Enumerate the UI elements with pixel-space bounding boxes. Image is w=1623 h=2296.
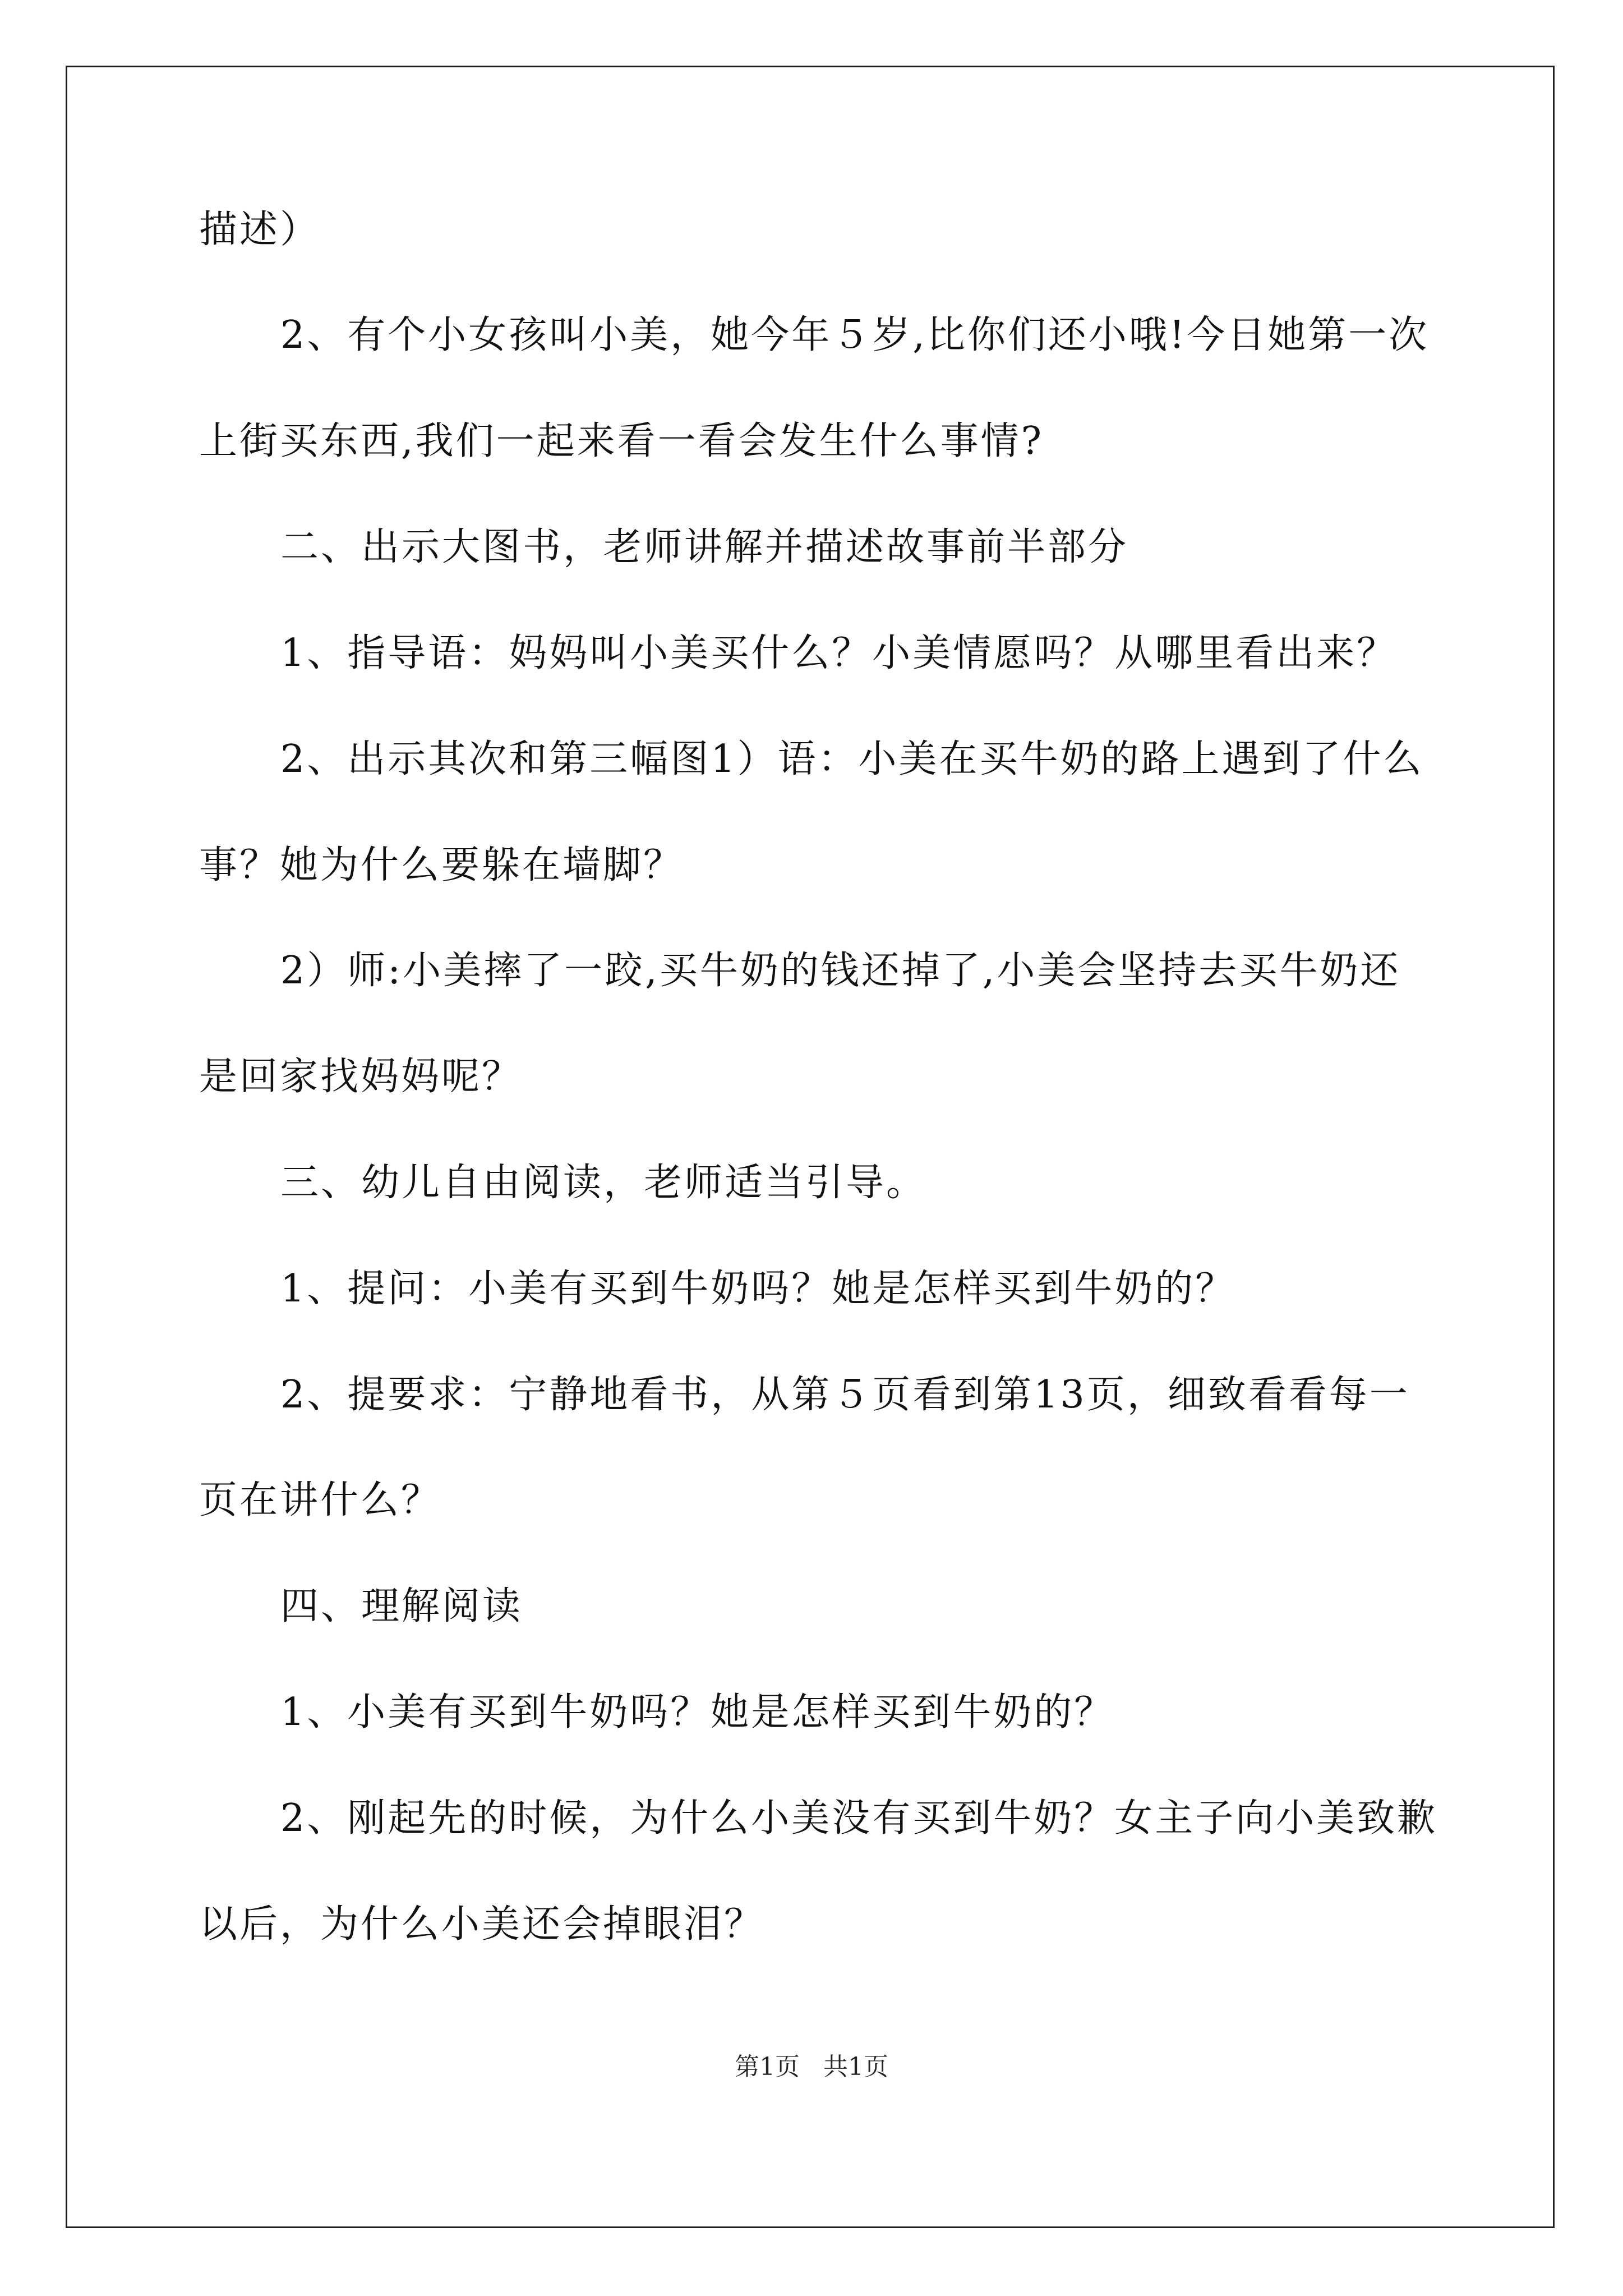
text-line: 页在讲什么？ <box>199 1478 442 1522</box>
text-line: 2）师:小美摔了一跤,买牛奶的钱还掉了,小美会坚持去买牛奶还 <box>280 949 1401 993</box>
section-heading: 四、理解阅读 <box>280 1584 523 1628</box>
text-line: 上街买东西,我们一起来看一看会发生什么事情? <box>199 419 1044 463</box>
text-line: 2、刚起先的时候，为什么小美没有买到牛奶？女主子向小美致歉 <box>280 1796 1438 1841</box>
text-line: 1、小美有买到牛奶吗？她是怎样买到牛奶的？ <box>280 1690 1115 1734</box>
text-line: 2、出示其次和第三幅图1）语：小美在买牛奶的路上遇到了什么 <box>280 737 1424 781</box>
section-heading: 二、出示大图书，老师讲解并描述故事前半部分 <box>280 525 1129 569</box>
text-line: 事？她为什么要躲在墙脚？ <box>199 843 684 887</box>
text-line: 2、有个小女孩叫小美，她今年５岁,比你们还小哦!今日她第一次 <box>280 313 1430 357</box>
text-line: 1、指导语：妈妈叫小美买什么？小美情愿吗？从哪里看出来？ <box>280 631 1398 675</box>
text-line: 以后，为什么小美还会掉眼泪？ <box>199 1902 765 1947</box>
text-line: 1、提问：小美有买到牛奶吗？她是怎样买到牛奶的？ <box>280 1267 1236 1311</box>
text-line: 2、提要求：宁静地看书，从第５页看到第13页，细致看看每一 <box>280 1373 1410 1417</box>
text-line: 描述） <box>199 208 321 252</box>
section-heading: 三、幼儿自由阅读，老师适当引导。 <box>280 1161 927 1205</box>
page-number-footer: 第1页 共1页 <box>735 2053 888 2081</box>
text-line: 是回家找妈妈呢？ <box>199 1055 523 1099</box>
